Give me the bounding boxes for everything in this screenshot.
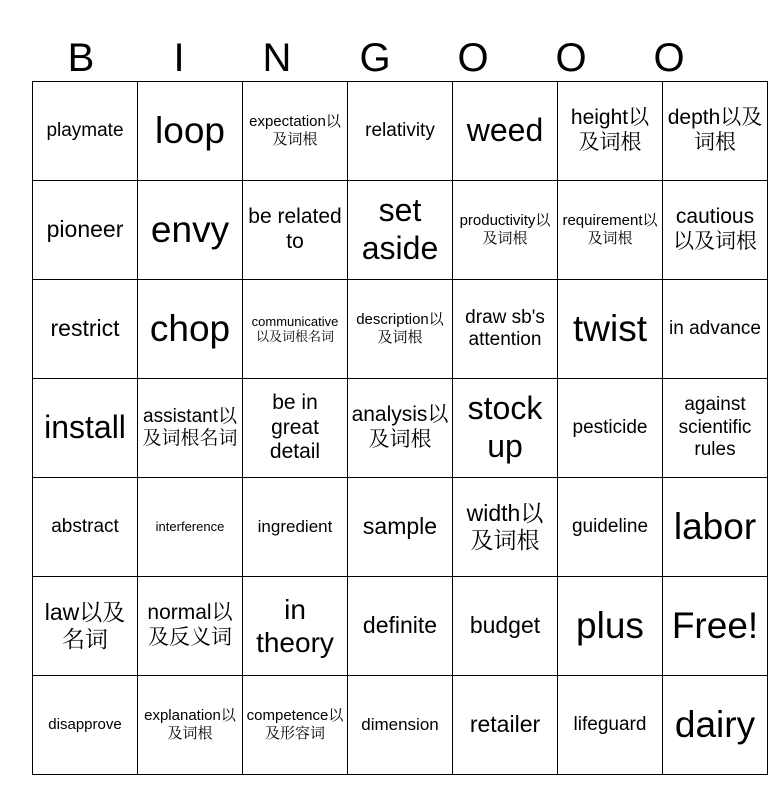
bingo-cell[interactable]: pesticide: [558, 379, 663, 478]
bingo-cell[interactable]: in theory: [243, 577, 348, 676]
bingo-cell[interactable]: playmate: [33, 82, 138, 181]
bingo-cell[interactable]: guideline: [558, 478, 663, 577]
bingo-cell[interactable]: communicative以及词根名词: [243, 280, 348, 379]
bingo-row: [33, 181, 768, 280]
bingo-cell[interactable]: requirement以及词根: [558, 181, 663, 280]
bingo-cell[interactable]: labor: [663, 478, 768, 577]
bingo-cell[interactable]: description以及词根: [348, 280, 453, 379]
bingo-cell[interactable]: loop: [138, 82, 243, 181]
bingo-cell[interactable]: stock up: [453, 379, 558, 478]
bingo-row: [33, 676, 768, 775]
bingo-cell[interactable]: expectation以及词根: [243, 82, 348, 181]
bingo-cell[interactable]: against scientific rules: [663, 379, 768, 478]
bingo-cell[interactable]: dimension: [348, 676, 453, 775]
header-letter: I: [173, 36, 185, 80]
bingo-cell[interactable]: dairy: [663, 676, 768, 775]
bingo-cell[interactable]: lifeguard: [558, 676, 663, 775]
bingo-board: [32, 81, 768, 775]
bingo-cell[interactable]: law以及名词: [33, 577, 138, 676]
bingo-cell[interactable]: plus: [558, 577, 663, 676]
bingo-cell[interactable]: abstract: [33, 478, 138, 577]
bingo-cell[interactable]: ingredient: [243, 478, 348, 577]
header-letter: O: [555, 36, 587, 80]
header-letter: B: [67, 36, 95, 80]
bingo-cell[interactable]: chop: [138, 280, 243, 379]
bingo-cell[interactable]: draw sb's attention: [453, 280, 558, 379]
bingo-cell[interactable]: weed: [453, 82, 558, 181]
bingo-cell[interactable]: depth以及词根: [663, 82, 768, 181]
bingo-cell[interactable]: budget: [453, 577, 558, 676]
bingo-cell[interactable]: be in great detail: [243, 379, 348, 478]
bingo-cell[interactable]: sample: [348, 478, 453, 577]
bingo-cell[interactable]: definite: [348, 577, 453, 676]
bingo-row: [33, 379, 768, 478]
bingo-cell[interactable]: assistant以及词根名词: [138, 379, 243, 478]
bingo-row: [33, 478, 768, 577]
bingo-cell[interactable]: height以及词根: [558, 82, 663, 181]
bingo-cell[interactable]: normal以及反义词: [138, 577, 243, 676]
bingo-cell[interactable]: in advance: [663, 280, 768, 379]
header-letter: O: [457, 36, 489, 80]
bingo-cell[interactable]: pioneer: [33, 181, 138, 280]
header-letter: O: [653, 36, 685, 80]
bingo-cell[interactable]: disapprove: [33, 676, 138, 775]
bingo-row: [33, 82, 768, 181]
bingo-cell[interactable]: width以及词根: [453, 478, 558, 577]
bingo-cell[interactable]: envy: [138, 181, 243, 280]
bingo-cell[interactable]: cautious以及词根: [663, 181, 768, 280]
bingo-cell[interactable]: relativity: [348, 82, 453, 181]
bingo-cell[interactable]: productivity以及词根: [453, 181, 558, 280]
bingo-cell[interactable]: install: [33, 379, 138, 478]
bingo-cell[interactable]: set aside: [348, 181, 453, 280]
bingo-cell[interactable]: twist: [558, 280, 663, 379]
bingo-cell[interactable]: analysis以及词根: [348, 379, 453, 478]
header-letter: G: [359, 36, 391, 80]
bingo-cell[interactable]: retailer: [453, 676, 558, 775]
bingo-cell[interactable]: be related to: [243, 181, 348, 280]
header-letter: N: [262, 36, 292, 80]
bingo-cell[interactable]: interference: [138, 478, 243, 577]
bingo-cell[interactable]: restrict: [33, 280, 138, 379]
bingo-row: [33, 280, 768, 379]
bingo-cell[interactable]: competence以及形容词: [243, 676, 348, 775]
bingo-row: [33, 577, 768, 676]
bingo-header: [32, 34, 718, 82]
bingo-cell[interactable]: explanation以及词根: [138, 676, 243, 775]
free-space[interactable]: Free!: [663, 577, 768, 676]
